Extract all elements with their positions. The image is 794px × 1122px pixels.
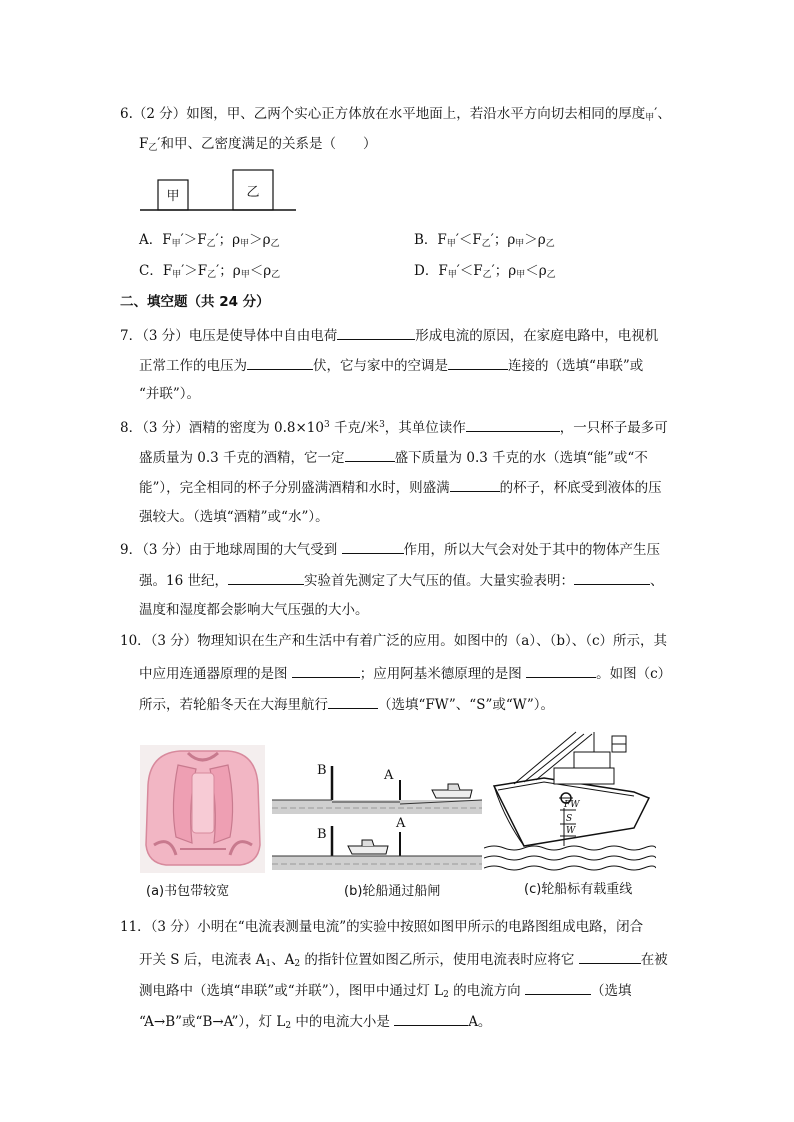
q6-text: F <box>139 136 149 152</box>
q9-blank-3[interactable] <box>574 569 650 585</box>
lock-label-b-lower: B <box>317 827 327 842</box>
q6-line-1 <box>120 104 671 128</box>
backpack-figure <box>140 745 265 873</box>
cube-jia-label: 甲 <box>166 189 180 204</box>
q10-line-3: 所示，若轮船冬天在大海里航行 （选填“FW”、“S”或“W”）。 <box>139 693 554 715</box>
q11-line-1: 11．（3 分）小明在“电流表测量电流”的实验中按照如图甲所示的电路图组成电路，闭合 <box>120 919 644 935</box>
load-line-w: W <box>566 826 576 836</box>
q11-blank-3[interactable] <box>394 1010 468 1026</box>
q8-line-1: 8．（3 分）酒精的密度为 $0.8\times 10^3$ 千克/米$^3$，其单位读作 ，一只杯子最多可 <box>120 415 668 438</box>
load-line-fw: FW <box>564 800 580 810</box>
q11-blank-1[interactable] <box>579 948 641 964</box>
backpack-image <box>140 745 265 873</box>
load-line-s: S <box>566 814 573 824</box>
q6-option-a: A．$F_甲'>F_乙'$；$\rho_甲>\rho_乙$ <box>139 232 280 249</box>
q6-text: ′和甲、乙密度满足的关系是（ ） <box>157 136 377 152</box>
q7-blank-1[interactable] <box>337 324 415 340</box>
section-title: 二、填空题（共 24 分） <box>120 294 270 310</box>
q8-blank-3[interactable] <box>450 476 500 492</box>
q8-line-2: 盛质量为 0.3 千克的酒精，它一定 盛下质量为 0.3 千克的水（选填“能”或“不 <box>139 446 648 468</box>
ship-lock-figure <box>272 760 482 875</box>
q6-option-d: D．$F_甲'<F_乙'$；$\rho_甲<\rho_乙$ <box>414 263 556 280</box>
q7-line-1: 7．（3 分）电压是使导体中自由电荷 形成电流的原因，在家庭电路中，电视机 <box>120 324 658 346</box>
q8-blank-1[interactable] <box>466 416 560 432</box>
ship-lock-image <box>272 760 482 875</box>
q10-line-2: 中应用连通器原理的是图 ；应用阿基米德原理的是图 。如图（c） <box>139 662 671 684</box>
caption-a: (a)书包带较宽 <box>146 884 230 899</box>
q10-blank-3[interactable] <box>328 693 378 709</box>
caption-c: (c)轮船标有载重线 <box>524 882 633 897</box>
q7-line-3: “并联”）。 <box>139 386 201 402</box>
q9-line-1: 9．（3 分）由于地球周围的大气受到 作用，所以大气会对处于其中的物体产生压 <box>120 538 660 560</box>
q7-blank-3[interactable] <box>448 354 508 370</box>
q6-cubes-figure <box>140 168 300 213</box>
q9-blank-2[interactable] <box>228 569 304 585</box>
q11-blank-2[interactable] <box>525 979 591 995</box>
lock-label-b-upper: B <box>317 763 327 778</box>
q10-blank-2[interactable] <box>526 662 596 678</box>
q8-line-3: 能”），完全相同的杯子分别盛满酒精和水时，则盛满 的杯子，杯底受到液体的压 <box>139 476 662 498</box>
q11-line-3: 测电路中（选填“串联”或“并联”），图甲中通过灯 $L_2$ 的电流方向 （选填 <box>139 979 631 1005</box>
q10-blank-1[interactable] <box>292 662 360 678</box>
q7-blank-2[interactable] <box>247 354 313 370</box>
q6-text: 6.（2 分）如图，甲、乙两个实心正方体放在水平地面上，若沿水平方向切去相同的厚度 <box>120 106 646 122</box>
caption-b: (b)轮船通过船闸 <box>344 884 441 899</box>
lock-label-a-upper: A <box>384 768 394 783</box>
q6-sub: 甲 <box>645 113 655 123</box>
q6-text: ′、 <box>654 106 671 122</box>
q9-blank-1[interactable] <box>342 538 404 554</box>
q6-option-c: C．$F_甲'>F_乙'$；$\rho_甲<\rho_乙$ <box>139 263 281 280</box>
q6-option-b: B．$F_甲'<F_乙'$；$\rho_甲>\rho_乙$ <box>414 232 555 249</box>
q10-line-1: 10．（3 分）物理知识在生产和生活中有着广泛的应用。如图中的（a）、（b）、（c）所示，其 <box>120 633 668 649</box>
q7-line-2: 正常工作的电压为 伏，它与家中的空调是 连接的（选填“串联”或 <box>139 354 643 376</box>
q9-line-3: 温度和湿度都会影响大气压强的大小。 <box>139 602 369 618</box>
q11-line-2: 开关 S 后，电流表 $A_1$、$A_2$ 的指针位置如图乙所示，使用电流表时应将它 在被 <box>139 948 668 974</box>
cube-yi-label: 乙 <box>246 185 260 200</box>
q9-line-2: 强。16 世纪， 实验首先测定了大气压的值。大量实验表明： 、 <box>139 569 663 591</box>
q8-line-4: 强较大。（选填“酒精”或“水”）。 <box>139 509 329 525</box>
load-line-figure <box>484 728 656 873</box>
q11-line-4: “A→B”或“B→A”），灯 $L_2$ 中的电流大小是 A。 <box>139 1010 491 1036</box>
lock-label-a-lower: A <box>396 816 406 831</box>
q6-sub: 乙 <box>148 143 158 153</box>
q6-line-2 <box>139 134 376 158</box>
q8-blank-2[interactable] <box>345 446 395 462</box>
